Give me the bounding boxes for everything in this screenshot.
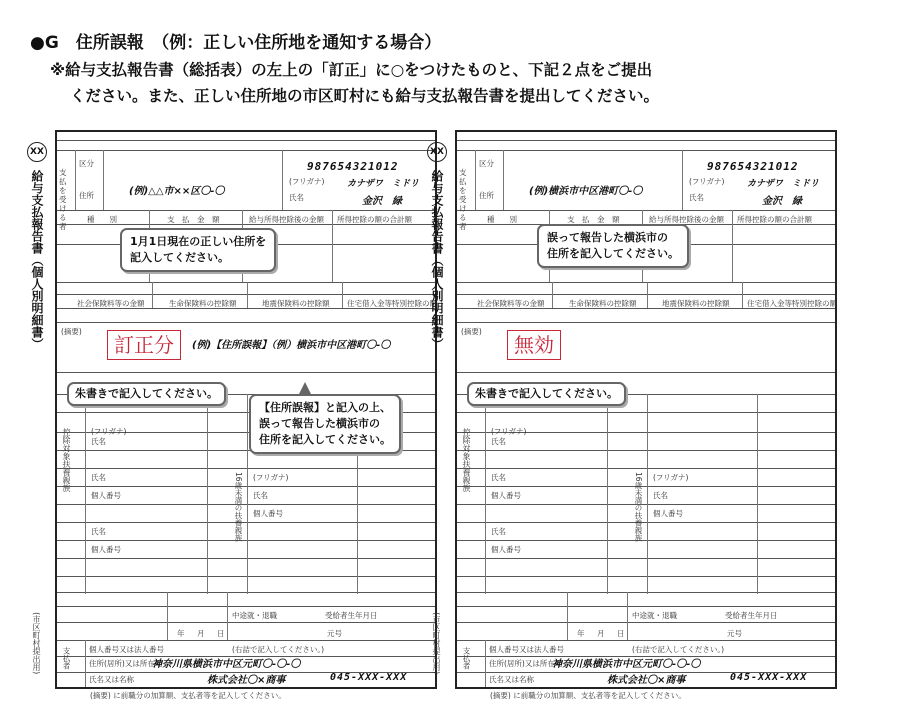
furigana-16: (フリガナ) xyxy=(253,473,289,482)
sixteen-label: 16歳未満の扶養親族 xyxy=(234,472,243,542)
kubun-label: 区分 xyxy=(479,159,494,168)
callout-current-address: 1月1日現在の正しい住所を 記入してください。 xyxy=(120,228,276,272)
footer-note-right: (摘要) に前職分の加算額、支払者等を記入してください。 xyxy=(490,691,686,700)
shimei-row3: 氏名 xyxy=(91,527,106,536)
furigana-16: (フリガナ) xyxy=(653,473,689,482)
shotoku-label: 所得控除の額の合計額 xyxy=(737,215,812,224)
circle-mark: XX xyxy=(27,142,47,162)
shotoku-label: 所得控除の額の合計額 xyxy=(337,215,412,224)
stamp-invalid: 無効 xyxy=(507,330,561,360)
furigana-row1: (フリガナ) xyxy=(491,427,527,436)
shimei-row2: 氏名 xyxy=(491,473,506,482)
hi-label: 日 xyxy=(617,629,625,638)
jutaku-label: 住宅借入金等特別控除の額 xyxy=(747,299,837,308)
seimei-label: 生命保険料の控除額 xyxy=(169,299,237,308)
shiharai-label: 支払を受ける者 xyxy=(459,168,467,231)
kojin-hojin-label: 個人番号又は法人番号 xyxy=(489,645,564,654)
kubun-label: 区分 xyxy=(79,159,94,168)
form-invalid xyxy=(430,130,837,689)
kojin-row3: 個人番号 xyxy=(491,545,521,554)
kojin-16: 個人番号 xyxy=(653,509,683,518)
nen-label: 年 xyxy=(177,629,185,638)
jusho-label: 住所 xyxy=(79,191,94,200)
furigana-label: (フリガナ) xyxy=(289,177,325,186)
tekiyo-label: (摘要) xyxy=(461,327,482,336)
address-value: (例)横浜市中区港町〇-〇 xyxy=(529,186,643,197)
shiharai-kingaku-label: 支 払 金 額 xyxy=(567,215,620,224)
address-value: (例)△△市××区〇-〇 xyxy=(129,186,225,197)
nen-label: 年 xyxy=(577,629,585,638)
payer-address: 神奈川県横浜市中区元町〇-〇-〇 xyxy=(152,659,301,670)
shiharai-kingaku-label: 支 払 金 額 xyxy=(167,215,220,224)
name-value: 金沢 緑 xyxy=(362,196,402,207)
shimei-row3: 氏名 xyxy=(491,527,506,536)
tsuki-label: 月 xyxy=(597,629,605,638)
callout-tail xyxy=(299,382,311,394)
furigana-value: カナザワ ミドリ xyxy=(747,179,820,189)
number-value: 987654321012 xyxy=(707,160,799,173)
shimei-label: 氏名 xyxy=(689,193,704,202)
shimei-row2: 氏名 xyxy=(91,473,106,482)
stamp-corrected: 訂正分 xyxy=(107,330,181,360)
chuto-label: 中途就・退職 xyxy=(232,611,277,620)
tsuki-label: 月 xyxy=(197,629,205,638)
kojin-16: 個人番号 xyxy=(253,509,283,518)
number-value: 987654321012 xyxy=(307,160,399,173)
sixteen-label: 16歳未満の扶養親族 xyxy=(634,472,643,542)
payer-name: 株式会社〇×商事 xyxy=(207,675,286,686)
municipality-note: (市区町村提出用) xyxy=(432,612,441,675)
migi-tsume-note: (右詰で記入してください。) xyxy=(632,645,725,654)
shiharaisha-label: 支払者 xyxy=(462,647,471,670)
tekiyo-value: (例)【住所誤報】（例）横浜市中区港町〇-〇 xyxy=(192,340,391,351)
kyuyo-label: 給与所得控除後の金額 xyxy=(249,215,324,224)
jusho-label: 住所 xyxy=(479,191,494,200)
kyuyo-label: 給与所得控除後の金額 xyxy=(649,215,724,224)
form-title: XX 給与支払報告書（個人別明細書） xyxy=(425,142,447,350)
furigana-label: (フリガナ) xyxy=(689,177,725,186)
section-title: ●G 住所誤報 （例：正しい住所地を通知する場合） xyxy=(30,33,442,53)
shimei-meisho-label: 氏名又は名称 xyxy=(489,675,534,684)
kojin-row3: 個人番号 xyxy=(91,545,121,554)
name-value: 金沢 緑 xyxy=(762,196,802,207)
shiharaisha-label: 支払者 xyxy=(62,647,71,670)
callout-red-ink: 朱書きで記入してください。 xyxy=(467,382,626,406)
footer-note-left: (摘要) に前職分の加算額、支払者等を記入してください。 xyxy=(90,691,286,700)
shimei-16: 氏名 xyxy=(253,491,268,500)
phone-left: 045-XXX-XXX xyxy=(330,672,408,683)
callout-error-address: 【住所誤報】と記入の上、 誤って報告した横浜市の 住所を記入してください。 xyxy=(249,394,401,454)
form-corrected xyxy=(30,130,437,689)
callout-wrong-address: 誤って報告した横浜市の 住所を記入してください。 xyxy=(537,224,689,268)
shimei-label: 氏名 xyxy=(289,193,304,202)
shiharai-label: 支払を受ける者 xyxy=(59,168,67,231)
shakai-label: 社会保険料等の金額 xyxy=(77,299,145,308)
kojin-hojin-label: 個人番号又は法人番号 xyxy=(89,645,164,654)
shakai-label: 社会保険料等の金額 xyxy=(477,299,545,308)
callout-red-ink: 朱書きで記入してください。 xyxy=(67,382,226,406)
furigana-row1: (フリガナ) xyxy=(91,427,127,436)
juryo-label: 受給者生年月日 xyxy=(325,611,378,620)
migi-tsume-note: (右詰で記入してください。) xyxy=(232,645,325,654)
furigana-value: カナザワ ミドリ xyxy=(347,179,420,189)
shimei-row1: 氏名 xyxy=(91,437,106,446)
shimei-row1: 氏名 xyxy=(491,437,506,446)
phone-right: 045-XXX-XXX xyxy=(730,672,808,683)
juryo-label: 受給者生年月日 xyxy=(725,611,778,620)
koujo-label: 控除対象扶養親族 xyxy=(462,428,471,492)
gengo-label: 元号 xyxy=(327,629,342,638)
circle-mark: XX xyxy=(427,142,447,162)
form-title: XX 給与支払報告書（個人別明細書） xyxy=(25,142,47,350)
jutaku-label: 住宅借入金等特別控除の額 xyxy=(347,299,437,308)
municipality-note: (市区町村提出用) xyxy=(32,612,41,675)
instruction-line-1: ※給与支払報告書（総括表）の左上の「訂正」に○をつけたものと、下記２点をご提出 xyxy=(50,61,653,79)
jusho-shozai-label: 住所(居所)又は所在地 xyxy=(489,659,563,668)
shimei-meisho-label: 氏名又は名称 xyxy=(89,675,134,684)
payer-address: 神奈川県横浜市中区元町〇-〇-〇 xyxy=(552,659,701,670)
tekiyo-label: (摘要) xyxy=(61,327,82,336)
kojin-row2: 個人番号 xyxy=(491,491,521,500)
gengo-label: 元号 xyxy=(727,629,742,638)
kojin-row2: 個人番号 xyxy=(91,491,121,500)
jusho-shozai-label: 住所(居所)又は所在地 xyxy=(89,659,163,668)
shubetsu-label: 種 別 xyxy=(487,215,517,224)
jishin-label: 地震保険料の控除額 xyxy=(262,299,330,308)
shimei-16: 氏名 xyxy=(653,491,668,500)
shubetsu-label: 種 別 xyxy=(87,215,117,224)
seimei-label: 生命保険料の控除額 xyxy=(569,299,637,308)
koujo-label: 控除対象扶養親族 xyxy=(62,428,71,492)
chuto-label: 中途就・退職 xyxy=(632,611,677,620)
hi-label: 日 xyxy=(217,629,225,638)
payer-name: 株式会社〇×商事 xyxy=(607,675,686,686)
jishin-label: 地震保険料の控除額 xyxy=(662,299,730,308)
instruction-line-2: ください。また、正しい住所地の市区町村にも給与支払報告書を提出してください。 xyxy=(70,87,660,105)
